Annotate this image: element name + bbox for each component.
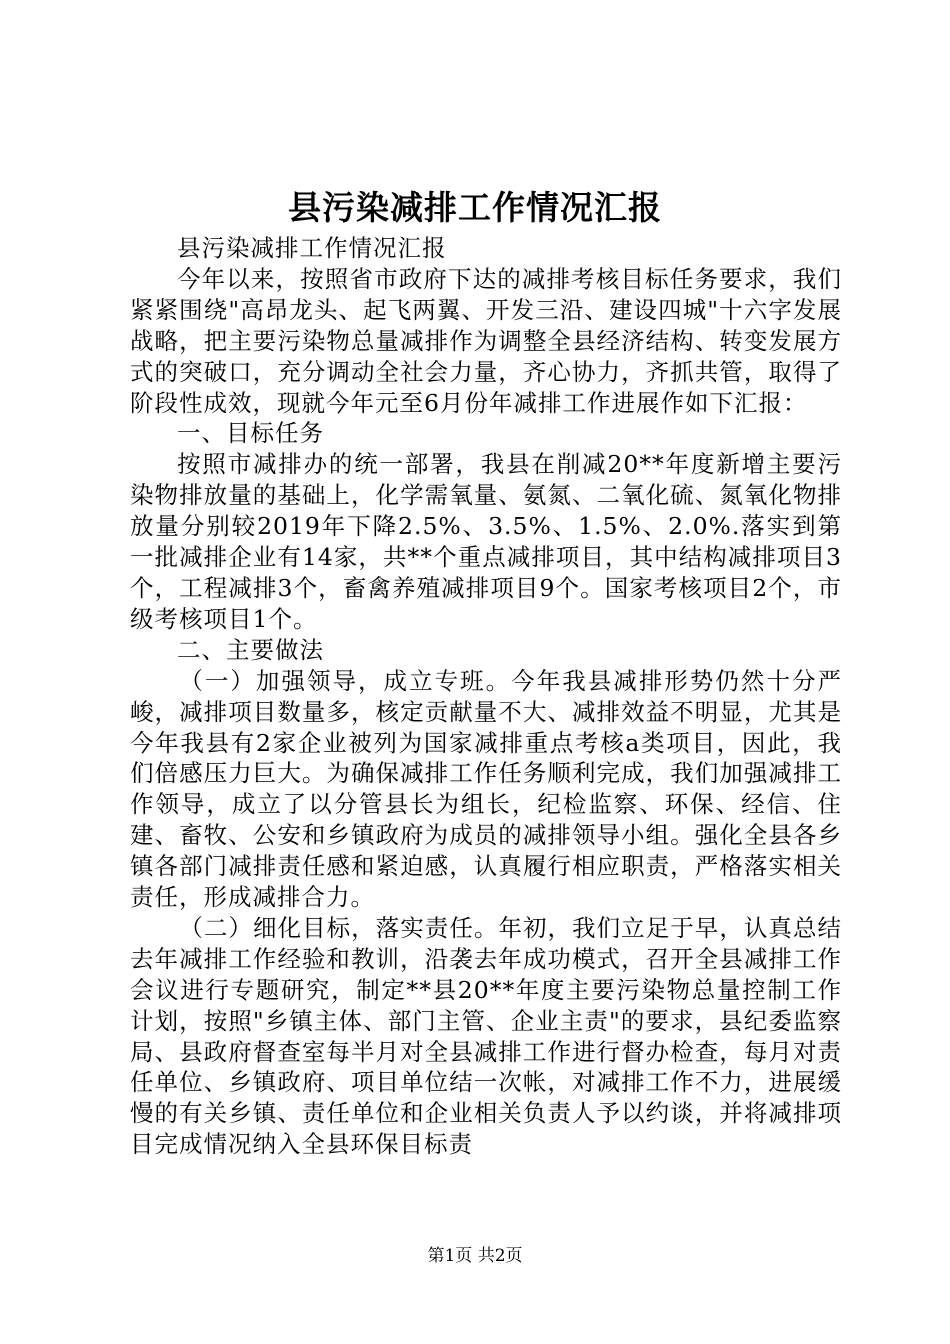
page-number-footer: 第1页 共2页 <box>427 1246 523 1266</box>
subtitle-paragraph: 县污染减排工作情况汇报 <box>177 234 447 262</box>
document-body <box>130 233 842 1160</box>
intro-paragraph: 今年以来，按照省市政府下达的减排考核目标任务要求，我们紧紧围绕"高昂龙头、起飞两翼、开发三沿、建设四城"十六字发展战略，把主要污染物总量减排作为调整全县经济结构、转变发展方式的突破口，充分调动全社会力量，齐心协力，齐抓共管，取得了阶段性成效，现就今年元至6月份年减排工作进展作如下汇报： <box>130 264 842 417</box>
document-title: 县污染减排工作情况汇报 <box>288 188 662 227</box>
measure-2-paragraph: （二）细化目标，落实责任。年初，我们立足于早，认真总结去年减排工作经验和教训，沿袭去年成功模式，召开全县减排工作会议进行专题研究，制定**县20**年度主要污染物总量控制工作计划，按照"乡镇主体、部门主管、企业主责"的要求，县纪委监察局、县政府督查室每半月对全县减排工作进行督办检查，每月对责任单位、乡镇政府、项目单位结一次帐，对减排工作不力，进展缓慢的有关乡镇、责任单位和企业相关负责人予以约谈，并将减排项目完成情况纳入全县环保目标责 <box>130 913 842 1159</box>
section-heading-measures: 二、主要做法 <box>177 635 324 664</box>
measure-1-paragraph: （一）加强领导，成立专班。今年我县减排形势仍然十分严峻，减排项目数量多，核定贡献量不大、减排效益不明显，尤其是今年我县有2家企业被列为国家减排重点考核a类项目，因此，我们倍感压力巨大。为确保减排工作任务顺利完成，我们加强减排工作领导，成立了以分管县长为组长，纪检监察、环保、经信、住建、畜牧、公安和乡镇政府为成员的减排领导小组。强化全县各乡镇各部门减排责任感和紧迫感，认真履行相应职责，严格落实相关责任，形成减排合力。 <box>130 666 842 912</box>
section-heading-targets: 一、目标任务 <box>177 419 324 448</box>
targets-paragraph: 按照市减排办的统一部署，我县在削减20**年度新增主要污染物排放量的基础上，化学需氧量、氨氮、二氧化硫、氮氧化物排放量分别较2019年下降2.5%、3.5%、1.5%、2.0%.落实到第一批减排企业有14家，共**个重点减排项目，其中结构减排项目3个，工程减排3个，畜禽养殖减排项目9个。国家考核项目2个，市级考核项目1个。 <box>130 450 842 633</box>
